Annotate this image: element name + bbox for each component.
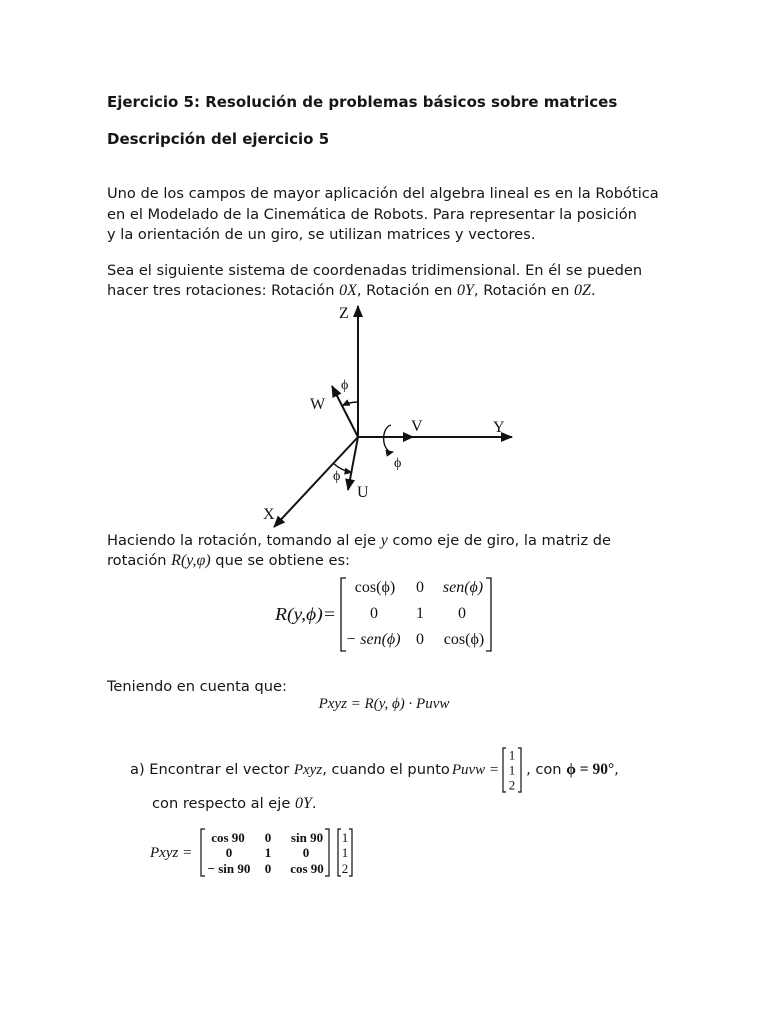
- matrix-right-bracket: [486, 578, 491, 651]
- rotation-line-1: [107, 531, 611, 551]
- matrix-cell: cos(ϕ): [443, 631, 485, 648]
- question-a-line-2: [152, 794, 317, 814]
- matrix-cell: 0: [264, 830, 272, 845]
- vector-entry: 1: [341, 845, 349, 860]
- matrix-cell: 0: [370, 605, 378, 622]
- intro-line-3: y la orientación de un giro, se utilizan matrices y vectores.: [107, 226, 536, 243]
- x-axis-label: X: [263, 506, 275, 523]
- question-a-line-2-prefix: con respecto al eje: [152, 795, 295, 812]
- z-axis-label: Z: [339, 305, 349, 322]
- intro-line-2: en el Modelado de la Cinemática de Robots. Para representar la posición: [107, 205, 637, 223]
- rotation-line-2-prefix: rotación: [107, 552, 172, 569]
- matrix-left-bracket: [201, 829, 205, 876]
- matrix-cell: 0: [264, 861, 272, 876]
- system-line-2-prefix: hacer tres rotaciones: Rotación: [107, 282, 340, 299]
- question-a-end: ,: [614, 761, 619, 778]
- question-a-line-1: [130, 747, 619, 793]
- puvw-vector: [501, 747, 523, 793]
- exercise-title: Ejercicio 5: Resolución de problemas básicos sobre matrices: [107, 93, 618, 111]
- vector-entry: 2: [341, 861, 349, 876]
- question-a-equation: [145, 825, 357, 881]
- rotation-matrix-lhs: R(y,ϕ)=: [275, 604, 331, 624]
- matrix-cell: 0: [225, 845, 233, 860]
- system-line-2-end: .: [590, 282, 596, 299]
- axis-oy-ref: 0Y: [294, 795, 312, 812]
- matrix-cell: sen(ϕ): [442, 579, 484, 596]
- system-line-1: Sea el siguiente sistema de coordenadas tridimensional. En él se pueden: [107, 262, 643, 279]
- matrix-cell: 0: [416, 631, 424, 648]
- question-a-line-2-end: .: [311, 795, 317, 812]
- matrix-cell: 0: [458, 605, 466, 622]
- matrix-cell: − sin 90: [207, 861, 251, 876]
- angle-value: ϕ = 90°: [566, 761, 615, 778]
- x-axis: [274, 437, 358, 527]
- equation-lhs: Pxyz =: [150, 845, 193, 861]
- u-axis-label: U: [357, 484, 369, 501]
- question-a-con: , con: [526, 761, 567, 778]
- coordinate-system-figure: [255, 298, 515, 535]
- vector-right-bracket: [349, 829, 352, 876]
- vector-entry: 1: [508, 747, 516, 763]
- relation-equation: Pxyz = R(y, ϕ) · Puvw: [318, 696, 450, 712]
- vector-entry: 2: [508, 777, 516, 793]
- rotation-arc-y: [384, 425, 393, 452]
- exercise-subtitle: Descripción del ejercicio 5: [107, 130, 330, 148]
- rotation-arc-zw: [343, 402, 358, 406]
- angle-label-zw: ϕ: [341, 378, 349, 393]
- vector-entry: 1: [341, 830, 349, 845]
- y-axis-label: Y: [493, 419, 505, 436]
- matrix-right-bracket: [325, 829, 329, 876]
- v-axis-label: V: [411, 418, 423, 435]
- rotation-line-1-suffix: como eje de giro, la matriz de: [387, 532, 612, 549]
- question-a-middle: , cuando el punto: [322, 761, 450, 778]
- matrix-cell: 0: [416, 579, 424, 596]
- axis-oy: 0Y: [457, 282, 474, 299]
- intro-line-1: Uno de los campos de mayor aplicación del algebra lineal es en la Robótica: [107, 185, 659, 202]
- matrix-cell: 0: [302, 845, 310, 860]
- matrix-cell: sin 90: [290, 830, 324, 845]
- separator-1: , Rotación en: [356, 282, 458, 299]
- axis-ox: 0X: [339, 282, 357, 299]
- rotation-line-2: [107, 551, 350, 571]
- matrix-cell: 1: [264, 845, 272, 860]
- rotation-symbol: R(y,φ): [171, 552, 211, 569]
- rotation-line-2-suffix: que se obtiene es:: [210, 552, 350, 569]
- relation-intro: Teniendo en cuenta que:: [107, 678, 287, 695]
- matrix-cell: 1: [416, 605, 424, 622]
- matrix-cell: cos 90: [290, 861, 324, 876]
- rotation-axis: y: [380, 532, 388, 549]
- matrix-cell: cos(ϕ): [354, 579, 396, 596]
- angle-label-y: ϕ: [394, 456, 402, 471]
- rotation-matrix: [270, 574, 498, 656]
- puvw-symbol: Puvw =: [451, 762, 500, 778]
- rotation-line-1-prefix: Haciendo la rotación, tomando al eje: [107, 532, 381, 549]
- question-a-prefix: a) Encontrar el vector: [130, 761, 294, 778]
- vector-entry: 1: [508, 762, 516, 778]
- axis-oz: 0Z: [574, 282, 591, 299]
- separator-2: , Rotación en: [473, 282, 575, 299]
- vector-left-bracket: [338, 829, 341, 876]
- matrix-cell: cos 90: [211, 830, 245, 845]
- pxyz-symbol: Pxyz: [293, 762, 323, 778]
- w-axis-label: W: [310, 396, 326, 413]
- w-axis: [332, 386, 358, 437]
- angle-label-xu: ϕ: [333, 469, 341, 484]
- matrix-cell: − sen(ϕ): [345, 631, 401, 648]
